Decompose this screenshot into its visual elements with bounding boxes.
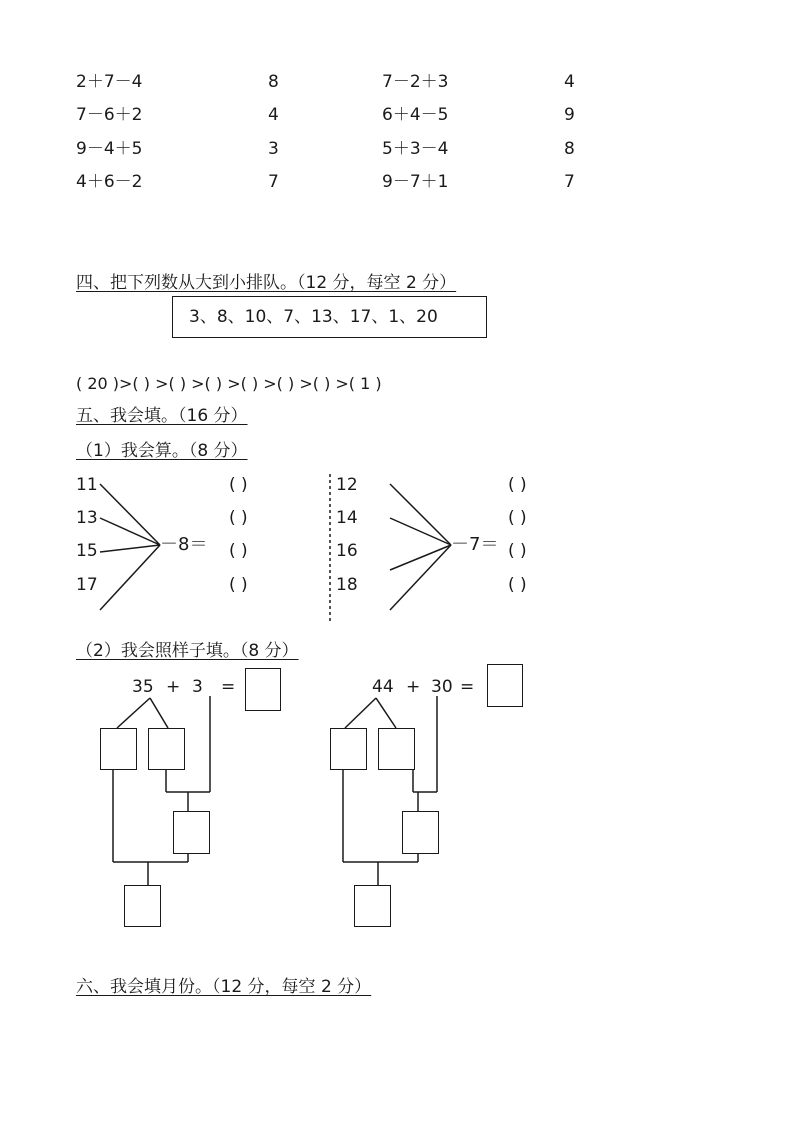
part1-title: （1）我会算。（8 分） xyxy=(76,441,248,461)
right-operation: －7＝ xyxy=(451,534,499,555)
numbers-list: 3、8、10、7、13、17、1、20 xyxy=(189,307,438,327)
left-blank-2[interactable]: ( ) xyxy=(229,508,248,528)
val-b-4: 7 xyxy=(564,172,575,192)
right-number-3: 16 xyxy=(336,541,358,561)
example2-a: 44 xyxy=(372,677,394,697)
section4-title: 四、把下列数从大到小排队。（12 分，每空 2 分） xyxy=(76,273,457,293)
left-number-3: 15 xyxy=(76,541,98,561)
example1-split-left xyxy=(117,698,150,728)
right-fan-line-4 xyxy=(390,545,451,610)
section5-title: 五、我会填。（16 分） xyxy=(76,406,248,426)
example2-split-right xyxy=(376,698,396,728)
left-number-1: 11 xyxy=(76,475,98,495)
val-a-1: 8 xyxy=(268,72,279,92)
example1-a: 35 xyxy=(132,677,154,697)
right-blank-1[interactable]: ( ) xyxy=(508,475,527,495)
right-number-2: 14 xyxy=(336,508,358,528)
right-fan-line-1 xyxy=(390,484,451,545)
example2-eq: = xyxy=(460,677,475,697)
expr-a-2: 7－6＋2 xyxy=(76,105,143,125)
left-blank-3[interactable]: ( ) xyxy=(229,541,248,561)
example2-b: 30 xyxy=(431,677,453,697)
example2-op: + xyxy=(406,677,421,697)
expr-b-1: 7－2＋3 xyxy=(382,72,449,92)
ordering-answer-line: ( 20 )>( ) >( ) >( ) >( ) >( ) >( ) >( 1 ) xyxy=(76,374,382,393)
right-number-1: 12 xyxy=(336,475,358,495)
right-number-4: 18 xyxy=(336,575,358,595)
left-number-2: 13 xyxy=(76,508,98,528)
example1-split-right xyxy=(150,698,168,728)
right-fan-line-3 xyxy=(390,545,451,570)
val-a-2: 4 xyxy=(268,105,279,125)
right-fan-line-2 xyxy=(390,518,451,545)
expr-a-4: 4＋6－2 xyxy=(76,172,143,192)
left-blank-1[interactable]: ( ) xyxy=(229,475,248,495)
left-fan-line-2 xyxy=(100,518,160,545)
right-blank-3[interactable]: ( ) xyxy=(508,541,527,561)
expr-b-4: 9－7＋1 xyxy=(382,172,449,192)
expr-a-3: 9－4＋5 xyxy=(76,139,143,159)
left-blank-4[interactable]: ( ) xyxy=(229,575,248,595)
section6-title: 六、我会填月份。（12 分，每空 2 分） xyxy=(76,977,372,997)
example1-b: 3 xyxy=(192,677,203,697)
expr-b-2: 6＋4－5 xyxy=(382,105,449,125)
left-fan-line-3 xyxy=(100,545,160,552)
left-operation: －8＝ xyxy=(160,534,208,555)
val-a-4: 7 xyxy=(268,172,279,192)
left-fan-line-4 xyxy=(100,545,160,610)
val-b-1: 4 xyxy=(564,72,575,92)
example1-eq: = xyxy=(221,677,236,697)
val-b-2: 9 xyxy=(564,105,575,125)
val-a-3: 3 xyxy=(268,139,279,159)
example1-op: + xyxy=(166,677,181,697)
left-fan-line-1 xyxy=(100,484,160,545)
val-b-3: 8 xyxy=(564,139,575,159)
expr-b-3: 5＋3－4 xyxy=(382,139,449,159)
part2-title: （2）我会照样子填。（8 分） xyxy=(76,641,299,661)
expr-a-1: 2＋7－4 xyxy=(76,72,143,92)
right-blank-4[interactable]: ( ) xyxy=(508,575,527,595)
right-blank-2[interactable]: ( ) xyxy=(508,508,527,528)
left-number-4: 17 xyxy=(76,575,98,595)
example2-split-left xyxy=(345,698,376,728)
